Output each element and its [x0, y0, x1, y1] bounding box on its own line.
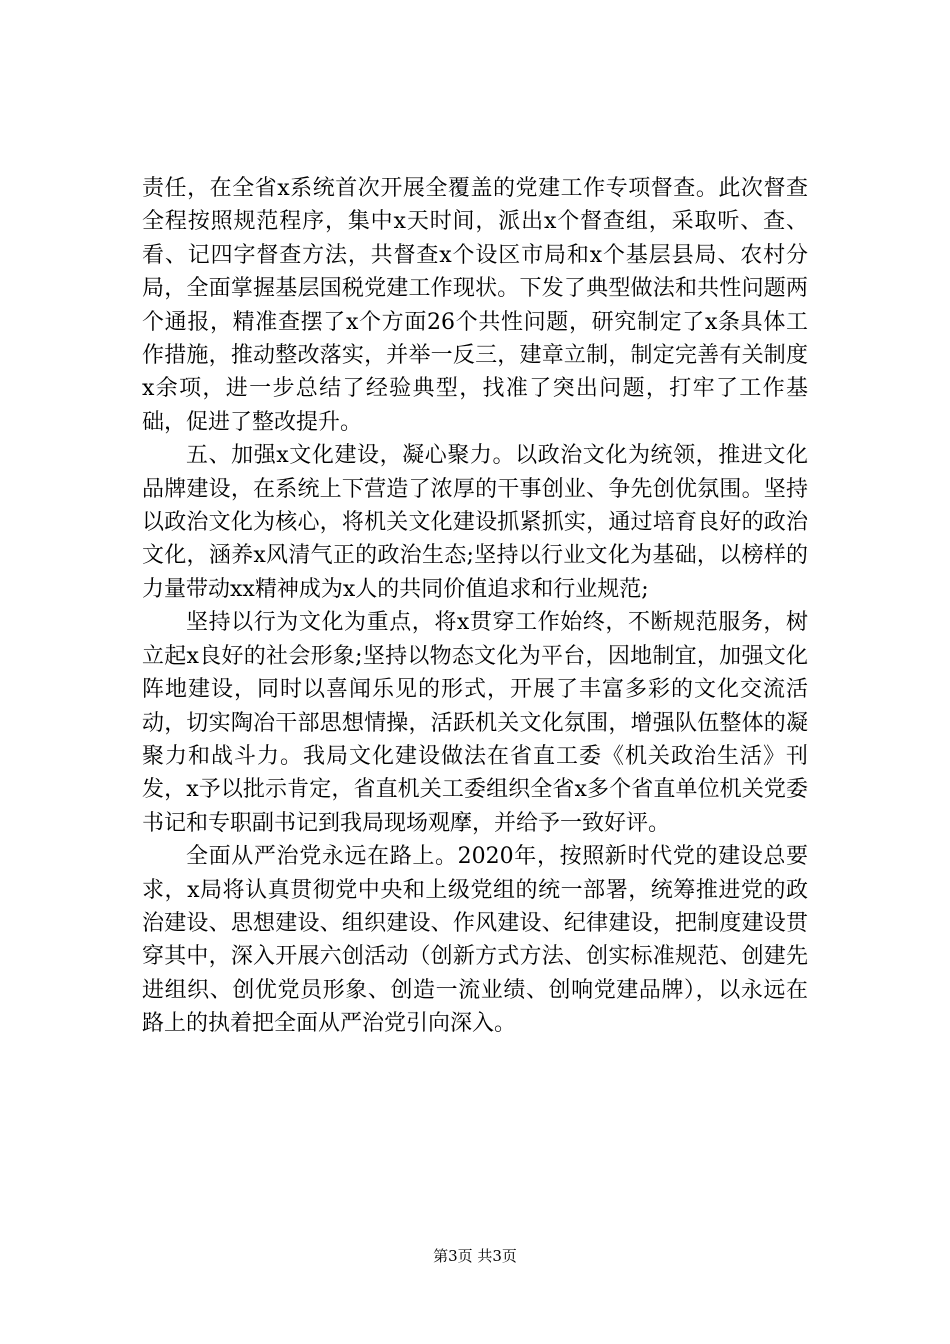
paragraph-behavior-culture: 坚持以行为文化为重点，将x贯穿工作始终，不断规范服务，树立起x良好的社会形象;坚持以物态文化为平台，因地制宜，加强文化阵地建设，同时以喜闻乐见的形式，开展了丰富多彩的文化交流活动，切实陶冶干部思想情操，活跃机关文化氛围，增强队伍整体的凝聚力和战斗力。我局文化建设做法在省直工委《机关政治生活》刊发，x予以批示肯定，省直机关工委组织全省x多个省直单位机关党委书记和专职副书记到我局现场观摩，并给予一致好评。: [142, 610, 808, 836]
page-number-footer: 第3页 共3页: [433, 1247, 517, 1265]
document-body: [142, 172, 808, 1041]
paragraph-party-governance: 全面从严治党永远在路上。2020年，按照新时代党的建设总要求，x局将认真贯彻党中央和上级党组的统一部署，统筹推进党的政治建设、思想建设、组织建设、作风建设、纪律建设，把制度建设贯穿其中，深入开展六创活动（创新方式方法、创实标准规范、创建先进组织、创优党员形象、创造一流业绩、创响党建品牌），以永远在路上的执着把全面从严治党引向深入。: [142, 844, 808, 1037]
paragraph-continuation: 责任，在全省x系统首次开展全覆盖的党建工作专项督查。此次督查全程按照规范程序，集中x天时间，派出x个督查组，采取听、查、看、记四字督查方法，共督查x个设区市局和x个基层县局、农村分局，全面掌握基层国税党建工作现状。下发了典型做法和共性问题两个通报，精准查摆了x个方面26个共性问题，研究制定了x条具体工作措施，推动整改落实，并举一反三，建章立制，制定完善有关制度x余项，进一步总结了经验典型，找准了突出问题，打牢了工作基础，促进了整改提升。: [142, 176, 808, 435]
paragraph-culture-building: 五、加强x文化建设，凝心聚力。以政治文化为统领，推进文化品牌建设，在系统上下营造了浓厚的干事创业、争先创优氛围。坚持以政治文化为核心，将机关文化建设抓紧抓实，通过培育良好的政治文化，涵养x风清气正的政治生态;坚持以行业文化为基础，以榜样的力量带动xx精神成为x人的共同价值追求和行业规范;: [142, 443, 808, 602]
